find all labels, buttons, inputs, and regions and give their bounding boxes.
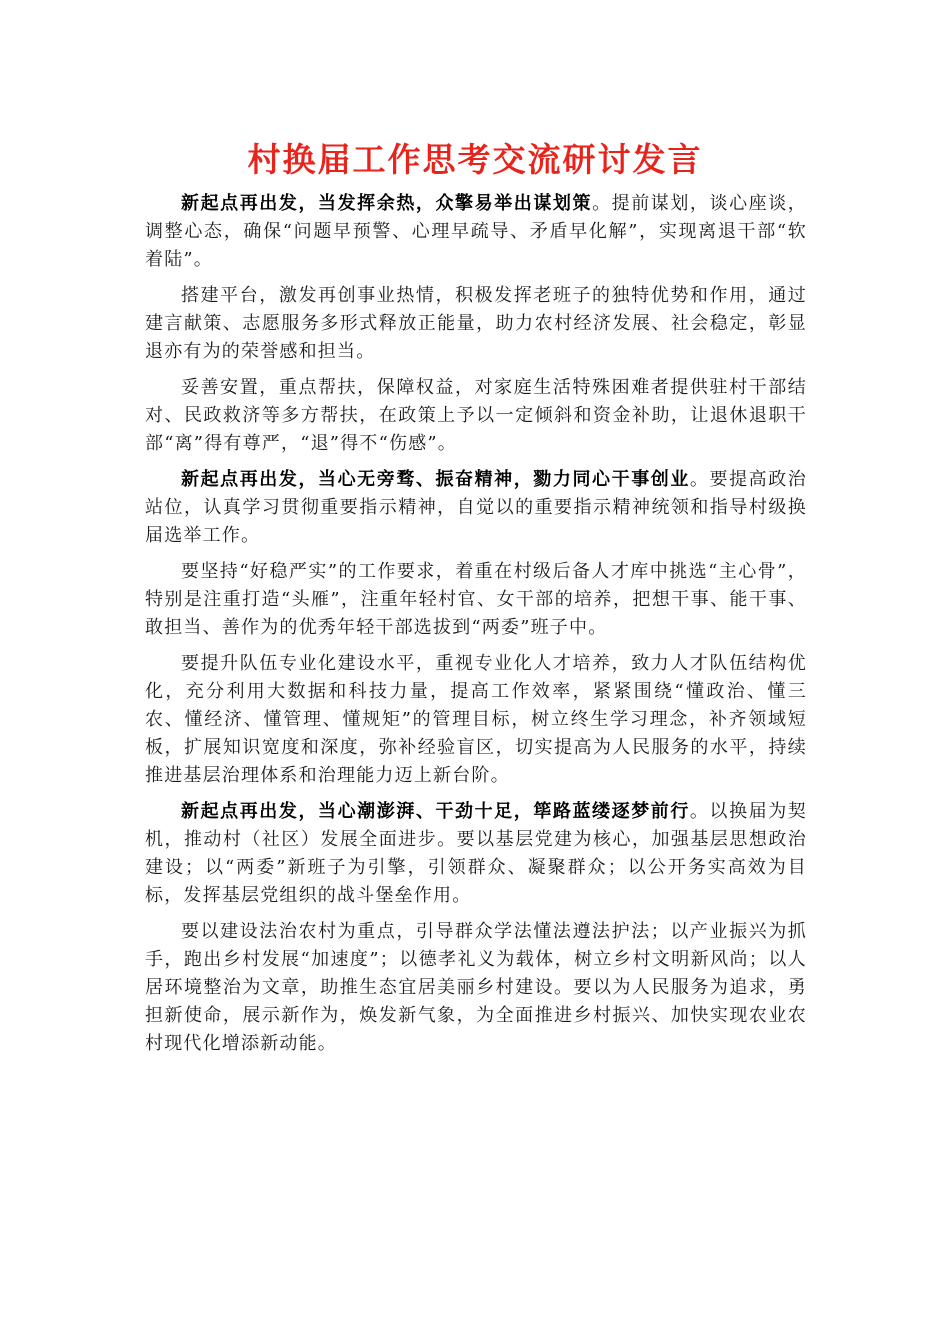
paragraph-5: [145, 558, 807, 642]
document-body: [145, 190, 807, 1066]
paragraph-text: 妥善安置，重点帮扶，保障权益，对家庭生活特殊困难者提供驻村干部结对、民政救济等多方帮扶，在政策上予以一定倾斜和资金补助，让退休退职干部“离”得有尊严，“退”得不“伤感”。: [145, 377, 807, 454]
paragraph-text: 。以换届为契机，推动村（社区）发展全面进步。要以基层党建为核心，加强基层思想政治建设；以“两委”新班子为引擎，引领群众、凝聚群众；以公开务实高效为目标，发挥基层党组织的战斗堡垒作用。: [145, 801, 807, 906]
paragraph-2: [145, 282, 807, 366]
paragraph-lead: 新起点再出发，当心无旁骛、振奋精神，勠力同心干事创业: [181, 469, 690, 490]
paragraph-text: 要坚持“好稳严实”的工作要求，着重在村级后备人才库中挑选“主心骨”，特别是注重打造“头雁”，注重年轻村官、女干部的培养，把想干事、能干事、敢担当、善作为的优秀年轻干部选拔到“两委”班子中。: [145, 561, 807, 638]
paragraph-1: [145, 190, 807, 274]
paragraph-text: 搭建平台，激发再创事业热情，积极发挥老班子的独特优势和作用，通过建言献策、志愿服务多形式释放正能量，助力农村经济发展、社会稳定，彰显退亦有为的荣誉感和担当。: [145, 285, 807, 362]
paragraph-text: 。要提高政治站位，认真学习贯彻重要指示精神，自觉以的重要指示精神统领和指导村级换届选举工作。: [145, 469, 807, 546]
paragraph-lead: 新起点再出发，当发挥余热，众擎易举出谋划策: [181, 193, 593, 214]
paragraph-lead: 新起点再出发，当心潮澎湃、干劲十足，筚路蓝缕逐梦前行: [181, 801, 690, 822]
paragraph-4: [145, 466, 807, 550]
document-title: 村换届工作思考交流研讨发言: [247, 140, 703, 179]
paragraph-text: 。提前谋划，谈心座谈，调整心态，确保“问题早预警、心理早疏导、矛盾早化解”，实现离退干部“软着陆”。: [145, 193, 808, 270]
paragraph-text: 要提升队伍专业化建设水平，重视专业化人才培养，致力人才队伍结构优化，充分利用大数据和科技力量，提高工作效率，紧紧围绕“懂政治、懂三农、懂经济、懂管理、懂规矩”的管理目标，树立终生学习理念，补齐领域短板，扩展知识宽度和深度，弥补经验盲区，切实提高为人民服务的水平，持续推进基层治理体系和治理能力迈上新台阶。: [145, 653, 807, 786]
paragraph-text: 要以建设法治农村为重点，引导群众学法懂法遵法护法；以产业振兴为抓手，跑出乡村发展“加速度”；以德孝礼义为载体，树立乡村文明新风尚；以人居环境整治为文章，助推生态宜居美丽乡村建设。要以为人民服务为追求，勇担新使命，展示新作为，焕发新气象，为全面推进乡村振兴、加快实现农业农村现代化增添新动能。: [145, 921, 807, 1054]
paragraph-8: [145, 918, 807, 1058]
paragraph-7: [145, 798, 807, 910]
paragraph-6: [145, 650, 807, 790]
paragraph-3: [145, 374, 807, 458]
